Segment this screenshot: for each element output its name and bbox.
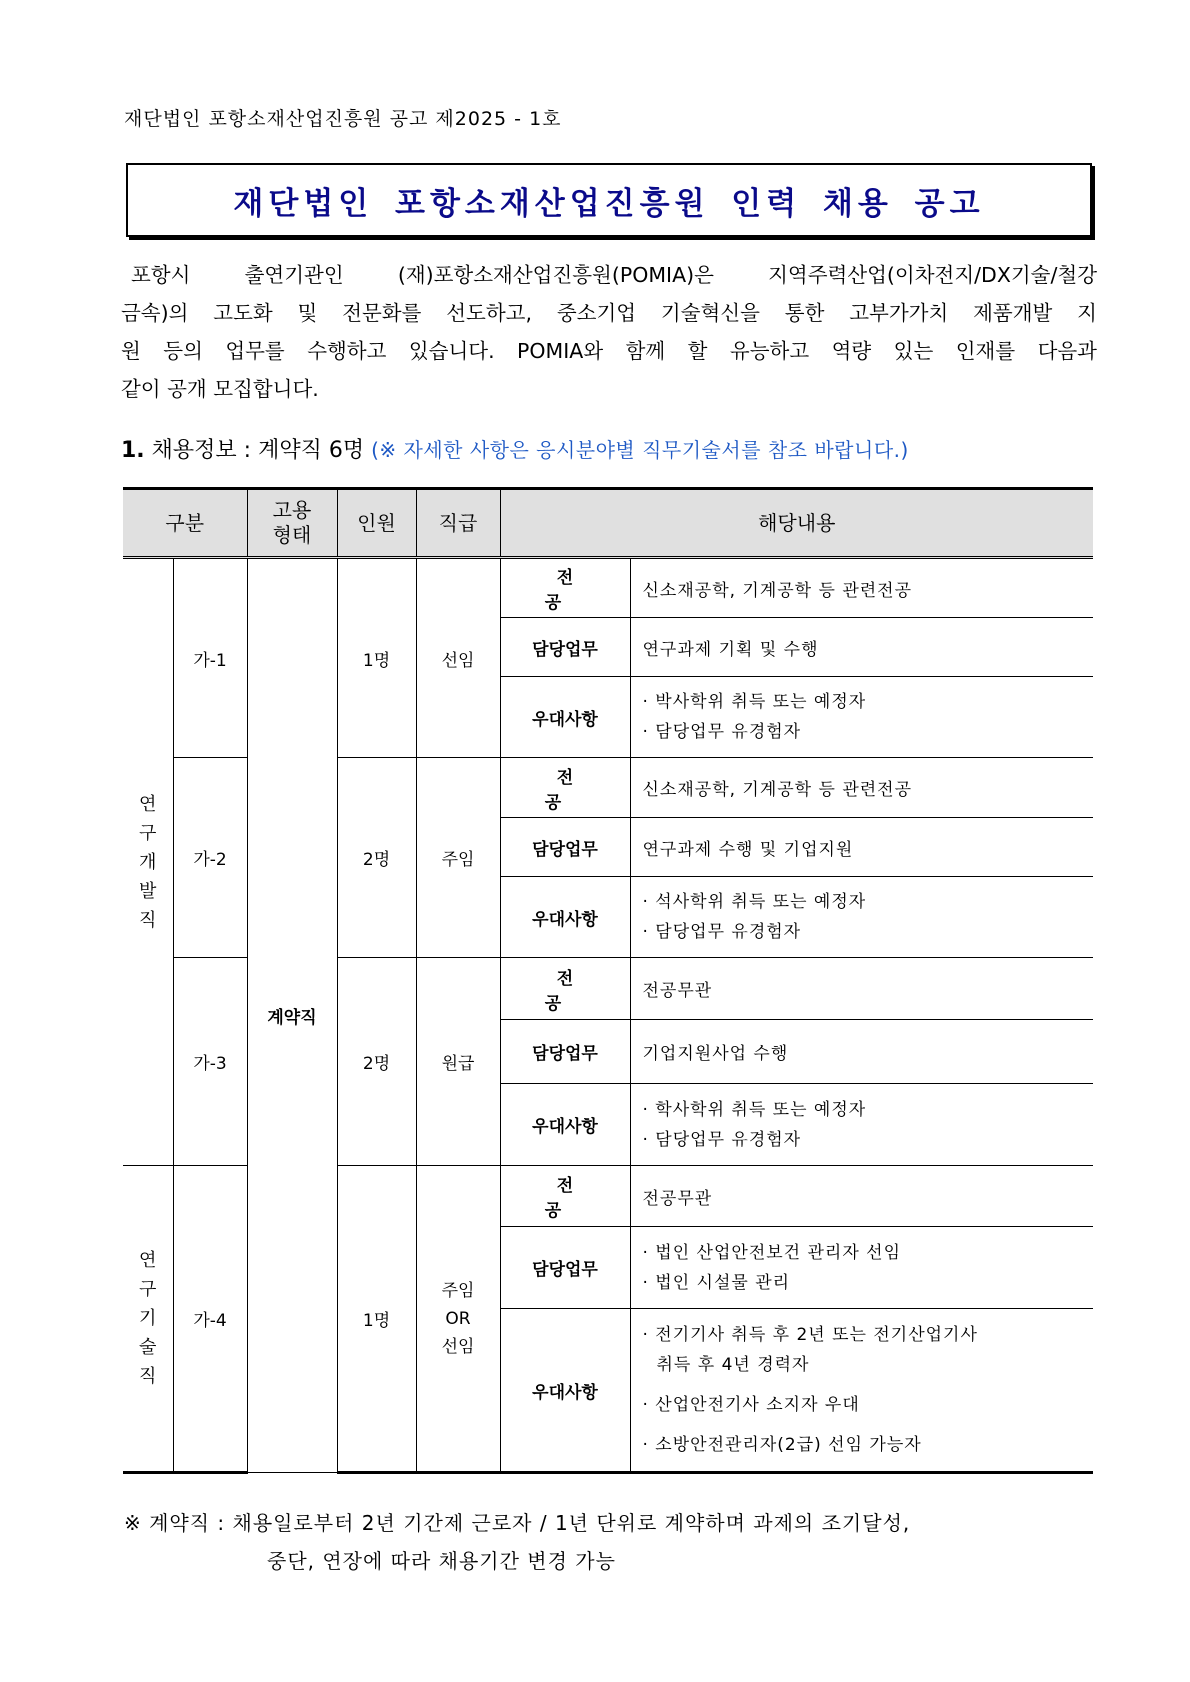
- label-duties: 담당업무: [500, 1020, 630, 1084]
- headcount: 1명: [337, 558, 416, 758]
- label-major: 전 공: [500, 558, 630, 618]
- duties-value: 연구과제 수행 및 기업지원: [630, 818, 1093, 877]
- group-tech: 연구기술직: [123, 1166, 173, 1473]
- employment-type: 계약직: [247, 558, 337, 1473]
- position-code: 가-1: [173, 558, 247, 758]
- preferred-value: · 전기기사 취득 후 2년 또는 전기산업기사 취득 후 4년 경력자 · 산업안전기사 소지자 우대 · 소방안전관리자(2급) 선임 가능자: [630, 1309, 1093, 1473]
- duties-value: 기업지원사업 수행: [630, 1020, 1093, 1084]
- intro-paragraph: [121, 256, 1097, 408]
- header-category: 구분: [123, 489, 247, 558]
- intro-line: 금속)의 고도화 및 전문화를 선도하고, 중소기업 기술혁신을 통한 고부가가치 제품개발 지: [121, 301, 1097, 325]
- section-heading: [121, 433, 909, 464]
- headcount: 1명: [337, 1166, 416, 1473]
- notice-number: 재단법인 포항소재산업진흥원 공고 제2025 - 1호: [124, 108, 562, 130]
- preferred-value: · 학사학위 취득 또는 예정자 · 담당업무 유경험자: [630, 1084, 1093, 1166]
- preferred-value: · 석사학위 취득 또는 예정자 · 담당업무 유경험자: [630, 877, 1093, 958]
- header-employment-type: 고용 형태: [247, 489, 337, 558]
- headcount: 2명: [337, 958, 416, 1166]
- footnote: [124, 1504, 910, 1580]
- recruitment-table: [123, 487, 1093, 1474]
- title-box: [126, 163, 1092, 237]
- label-preferred: 우대사항: [500, 1309, 630, 1473]
- header-details: 해당내용: [500, 489, 1093, 558]
- grade: 주임: [416, 758, 500, 958]
- section-note: (※ 자세한 사항은 응시분야별 직무기술서를 참조 바랍니다.): [371, 438, 909, 462]
- label-preferred: 우대사항: [500, 877, 630, 958]
- duties-value: · 법인 산업안전보건 관리자 선임 · 법인 시설물 관리: [630, 1227, 1093, 1309]
- position-code: 가-4: [173, 1166, 247, 1473]
- table-row: [123, 558, 1093, 618]
- section-title: 채용정보 : 계약직 6명: [151, 438, 365, 463]
- major-value: 전공무관: [630, 1166, 1093, 1227]
- major-value: 신소재공학, 기계공학 등 관련전공: [630, 758, 1093, 818]
- label-duties: 담당업무: [500, 618, 630, 677]
- header-headcount: 인원: [337, 489, 416, 558]
- preferred-value: · 박사학위 취득 또는 예정자 · 담당업무 유경험자: [630, 677, 1093, 758]
- label-major: 전 공: [500, 958, 630, 1020]
- major-value: 신소재공학, 기계공학 등 관련전공: [630, 558, 1093, 618]
- table-header-row: [123, 489, 1093, 558]
- label-preferred: 우대사항: [500, 1084, 630, 1166]
- grade: 선임: [416, 558, 500, 758]
- label-duties: 담당업무: [500, 818, 630, 877]
- intro-line: 원 등의 업무를 수행하고 있습니다. POMIA와 함께 할 유능하고 역량 있는 인재를 다음과: [121, 339, 1097, 363]
- major-value: 전공무관: [630, 958, 1093, 1020]
- group-rnd: 연구개발직: [123, 558, 173, 1166]
- position-code: 가-2: [173, 758, 247, 958]
- footnote-line-2: 중단, 연장에 따라 채용기간 변경 가능: [267, 1549, 616, 1573]
- header-grade: 직급: [416, 489, 500, 558]
- label-preferred: 우대사항: [500, 677, 630, 758]
- grade: 주임 OR 선임: [416, 1166, 500, 1473]
- label-major: 전 공: [500, 758, 630, 818]
- grade: 원급: [416, 958, 500, 1166]
- headcount: 2명: [337, 758, 416, 958]
- label-major: 전 공: [500, 1166, 630, 1227]
- intro-line: 같이 공개 모집합니다.: [121, 377, 319, 401]
- footnote-line-1: ※ 계약직 : 채용일로부터 2년 기간제 근로자 / 1년 단위로 계약하며 과제의 조기달성,: [124, 1511, 911, 1535]
- label-duties: 담당업무: [500, 1227, 630, 1309]
- position-code: 가-3: [173, 958, 247, 1166]
- intro-line: 포항시 출연기관인 (재)포항소재산업진흥원(POMIA)은 지역주력산업(이차전지/DX기술/철강: [131, 263, 1097, 287]
- duties-value: 연구과제 기획 및 수행: [630, 618, 1093, 677]
- section-number: 1.: [121, 438, 145, 463]
- page-title: 재단법인 포항소재산업진흥원 인력 채용 공고: [233, 185, 985, 222]
